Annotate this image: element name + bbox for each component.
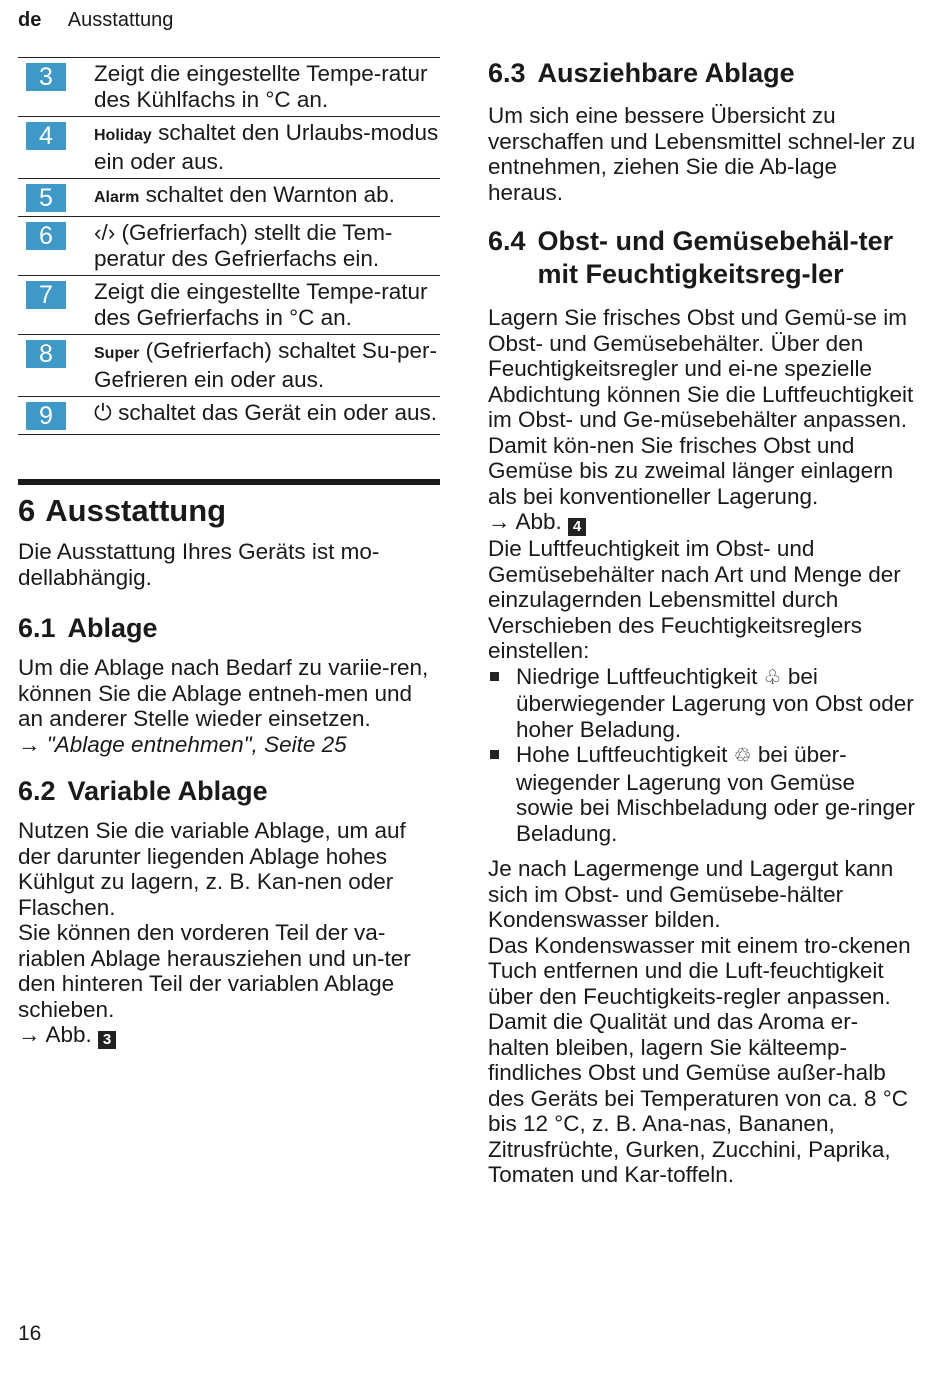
bullet-text: bei überwiegender Lagerung von Obst oder hoher Beladung. — [516, 663, 914, 742]
chapter-number: 6 — [18, 493, 36, 528]
legend-number-badge: 6 — [26, 222, 66, 250]
language-code: de — [18, 9, 42, 31]
figure-reference[interactable] — [488, 509, 918, 536]
fruit-icon: ♧ — [763, 666, 782, 689]
section-title: Variable Ablage — [67, 776, 268, 806]
section-6-2-paragraph-1: Nutzen Sie die variable Ablage, um auf der darunter liegenden Ablage hohes Kühlgut zu lagern, z. B. Kan-nen oder Flaschen. — [18, 818, 406, 920]
section-6-1-text: Um die Ablage nach Bedarf zu variie-ren, können Sie die Ablage entneh-men und an anderer Stelle wieder einsetzen. — [18, 655, 429, 731]
legend-text: Zeigt die eingestellte Tempe-ratur des Kühlfachs in °C an. — [94, 61, 428, 112]
section-number: 6.4 — [488, 226, 526, 256]
super-button-label: Super — [94, 345, 140, 362]
legend-text: schaltet den Urlaubs-modus ein oder aus. — [94, 120, 439, 174]
section-6-2-paragraph-2: Sie können den vorderen Teil der va-riablen Ablage herausziehen und un-ter den hinteren Teil der variablen Ablage schieben. — [18, 920, 411, 1022]
legend-number-badge: 3 — [26, 63, 66, 91]
figure-reference[interactable] — [18, 1022, 440, 1049]
legend-row — [18, 58, 440, 117]
legend-row — [18, 276, 440, 335]
list-item — [488, 742, 918, 846]
legend-row — [18, 179, 440, 217]
page-header — [18, 9, 173, 32]
bullet-icon — [490, 750, 499, 759]
section-6-4-paragraph-3: Je nach Lagermenge und Lagergut kann sich im Obst- und Gemüsebe-hälter Kondenswasser bilden. — [488, 856, 894, 932]
section-title: Obst- und Gemüsebehäl-ter mit Feuchtigkeitsreg-ler — [537, 226, 894, 289]
legend-text: (Gefrierfach) schaltet Su-per-Gefrieren ein oder aus. — [94, 338, 437, 392]
left-column — [18, 57, 440, 1049]
legend-text: (Gefrierfach) stellt die Tem-peratur des Gefrierfachs ein. — [94, 220, 393, 271]
vegetable-icon: ♲ — [733, 745, 752, 767]
section-6-4-paragraph-1: Lagern Sie frisches Obst und Gemü-se im Obst- und Gemüsebehälter. Über den Feuchtigkeitsregler und ei-ne spezielle Abdichtung können Sie die Luftfeuchtigkeit im Obst- und Ge-müsebehälter anpassen. Damit kön-nen Sie frisches Obst und Gemüse bis zu zweimal länger einlagern als bei konventioneller Lagerung. — [488, 305, 914, 509]
section-heading-6-4 — [488, 225, 918, 291]
right-column — [488, 57, 918, 1188]
bullet-text: Hohe Luftfeuchtigkeit — [516, 742, 728, 767]
bullet-text: Niedrige Luftfeuchtigkeit — [516, 663, 758, 689]
section-number: 6.3 — [488, 58, 526, 88]
legend-number-badge: 9 — [26, 402, 66, 430]
section-6-4-paragraph-2: Die Luftfeuchtigkeit im Obst- und Gemüsebehälter nach Art und Menge der einzulagernden Lebensmittel durch Verschieben des Feuchtigkeitsreglers einstellen: — [488, 536, 901, 663]
legend-row — [18, 397, 440, 435]
section-6-3-text: Um sich eine bessere Übersicht zu verschaffen und Lebensmittel schnel-ler zu entnehmen, ziehen Sie die Ab-lage heraus. — [488, 103, 916, 205]
section-number: 6.2 — [18, 776, 56, 806]
legend-row — [18, 217, 440, 276]
section-number: 6.1 — [18, 613, 56, 643]
page-number: 16 — [18, 1322, 42, 1345]
section-title: Ausziehbare Ablage — [537, 58, 795, 88]
legend-text: schaltet das Gerät ein oder aus. — [118, 400, 438, 425]
control-legend-table — [18, 57, 440, 435]
list-item — [488, 664, 918, 743]
section-heading-6-1 — [18, 612, 440, 645]
bullet-text: bei über-wiegender Lagerung von Gemüse sowie bei Mischbeladung oder ge-ringer Beladung. — [516, 742, 915, 846]
figure-reference-text: → Abb. — [488, 509, 562, 534]
alarm-button-label: Alarm — [94, 189, 140, 206]
legend-number-badge: 5 — [26, 184, 66, 212]
chapter-intro: Die Ausstattung Ihres Geräts ist mo-dellabhängig. — [18, 539, 380, 590]
bullet-icon — [490, 672, 499, 681]
header-section-title: Ausstattung — [67, 9, 174, 31]
arrows-icon: ‹/› — [94, 220, 116, 245]
figure-number-badge: 3 — [98, 1031, 116, 1049]
legend-row — [18, 117, 440, 179]
section-6-4-paragraph-4: Das Kondenswasser mit einem tro-ckenen Tuch entfernen und die Luft-feuchtigkeit über den Feuchtigkeits-regler anpassen. — [488, 932, 911, 1009]
section-title: Ablage — [67, 613, 158, 643]
chapter-title: Ausstattung — [45, 493, 227, 528]
legend-text: schaltet den Warnton ab. — [145, 182, 395, 207]
power-icon: ⏻ — [94, 400, 112, 425]
section-heading-6-3 — [488, 57, 918, 90]
section-heading-6-2 — [18, 775, 440, 808]
holiday-button-label: Holiday — [94, 127, 152, 144]
legend-number-badge: 7 — [26, 281, 66, 309]
legend-number-badge: 4 — [26, 122, 66, 150]
legend-text: Zeigt die eingestellte Tempe-ratur des Gefrierfachs in °C an. — [94, 279, 428, 330]
figure-reference-text: → Abb. — [18, 1022, 92, 1047]
cross-reference-link[interactable]: → "Ablage entnehmen", Seite 25 — [18, 731, 347, 757]
humidity-options-list — [488, 664, 918, 847]
legend-row — [18, 335, 440, 397]
legend-number-badge: 8 — [26, 340, 66, 368]
figure-number-badge: 4 — [568, 518, 586, 536]
chapter-heading — [18, 479, 440, 531]
section-6-4-paragraph-5: Damit die Qualität und das Aroma er-halten bleiben, lagern Sie kälteemp-findliches Obst und Gemüse außer-halb des Geräts bei Temperaturen von ca. 8 °C bis 12 °C, z. B. Ana-nas, Bananen, Zitrusfrüchte, Gurken, Zucchini, Paprika, Tomaten und Kar-toffeln. — [488, 1009, 909, 1187]
